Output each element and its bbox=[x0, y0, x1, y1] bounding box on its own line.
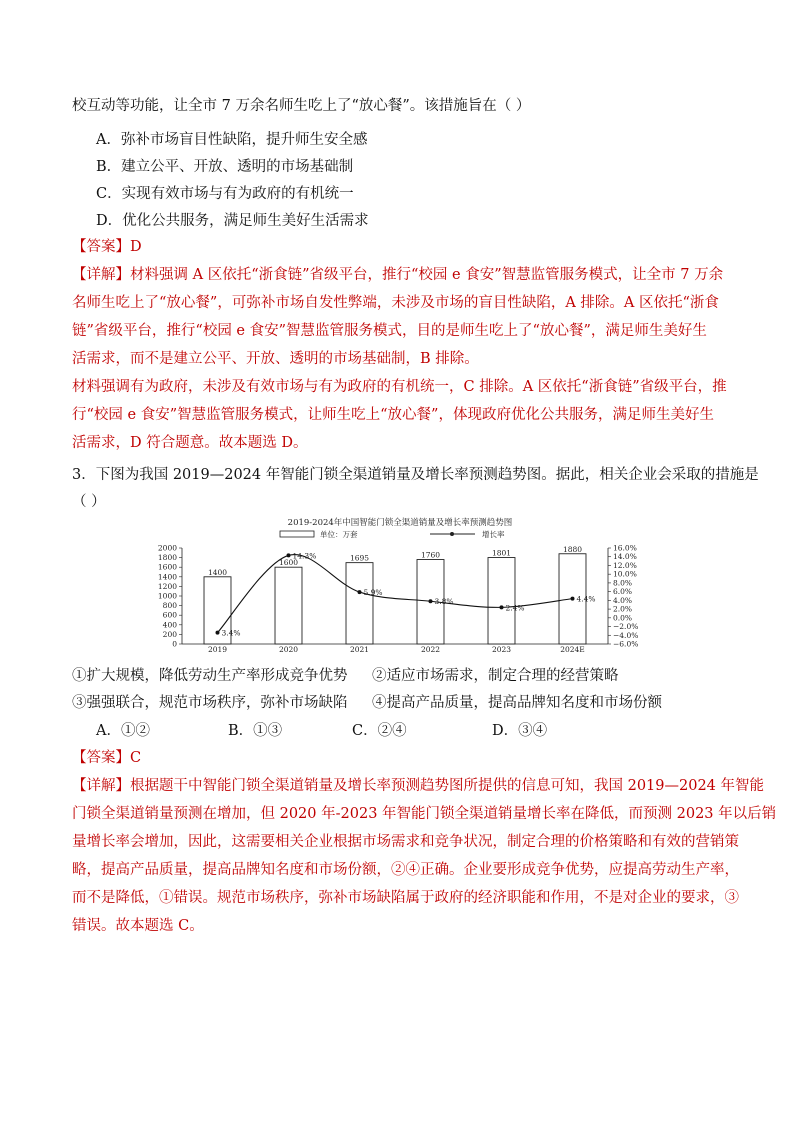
explanation-line: 量增长率会增加，因此，这需要相关企业根据市场需求和竞争状况，制定合理的价格策略和有效的营销策 bbox=[72, 834, 739, 850]
right-tick-label: −6.0% bbox=[613, 639, 639, 649]
answer-label: 【答案】D bbox=[72, 239, 142, 255]
left-tick-label: 1800 bbox=[157, 553, 177, 563]
left-tick-label: 1600 bbox=[157, 562, 177, 572]
explanation-line: 行“校园 e 食安”智慧监管服务模式，让师生吃上“放心餐”，体现政府优化公共服务，满足师生美好生 bbox=[72, 407, 714, 423]
bar-label: 1400 bbox=[207, 567, 228, 577]
choice-b: B．①③ bbox=[228, 723, 283, 739]
bar-label: 1695 bbox=[349, 553, 370, 563]
statement-3: ③强强联合，规范市场秩序，弥补市场缺陷 bbox=[72, 695, 348, 711]
explanation-line: 活需求，D 符合题意。故本题选 D。 bbox=[72, 435, 308, 451]
bar-label: 1600 bbox=[278, 558, 299, 568]
left-tick-label: 200 bbox=[162, 629, 177, 639]
bar bbox=[275, 567, 302, 644]
right-tick-label: 2.0% bbox=[613, 604, 633, 614]
explanation-line: 活需求，而不是建立公平、开放、透明的市场基础制，B 排除。 bbox=[72, 351, 479, 367]
legend-line-label: 增长率 bbox=[482, 530, 505, 539]
option-d: D．优化公共服务，满足师生美好生活需求 bbox=[96, 213, 369, 229]
right-tick-label: 6.0% bbox=[613, 587, 633, 597]
right-tick-label: 16.0% bbox=[613, 543, 637, 553]
statement-4: ④提高产品质量，提高品牌知名度和市场份额 bbox=[372, 695, 662, 711]
growth-point bbox=[571, 597, 575, 601]
explanation-line: 链”省级平台，推行“校园 e 食安”智慧监管服务模式，目的是师生吃上了“放心餐”，满足师生美好生 bbox=[72, 323, 707, 339]
explanation-line: 门锁全渠道销量预测在增加，但 2020 年-2023 年智能门锁全渠道销量增长率在降低，而预测 2023 年以后销 bbox=[72, 806, 777, 822]
left-tick-label: 1400 bbox=[157, 572, 177, 582]
explanation-line: 名师生吃上了“放心餐”，可弥补市场自发性弊端，未涉及市场的盲目性缺陷，A 排除。A 区依托“浙食 bbox=[72, 295, 719, 311]
growth-label: 3.8% bbox=[434, 597, 454, 607]
growth-point bbox=[358, 590, 362, 594]
explanation-line: 【详解】材料强调 A 区依托“浙食链”省级平台，推行“校园 e 食安”智慧监管服务模式，让全市 7 万余 bbox=[72, 267, 724, 283]
growth-point bbox=[216, 631, 220, 635]
legend-bar-swatch bbox=[280, 531, 314, 537]
answer-label: 【答案】C bbox=[72, 750, 142, 766]
choice-c: C．②④ bbox=[352, 723, 407, 739]
left-tick-label: 1200 bbox=[157, 581, 177, 591]
x-tick-label: 2024E bbox=[560, 645, 585, 654]
bar-label: 1760 bbox=[420, 550, 441, 560]
left-tick-label: 400 bbox=[162, 620, 177, 630]
explanation-line: 材料强调有为政府，未涉及有效市场与有为政府的有机统一，C 排除。A 区依托“浙食链”省级平台，推 bbox=[72, 379, 727, 395]
left-tick-label: 800 bbox=[162, 601, 177, 611]
right-tick-label: 4.0% bbox=[613, 595, 633, 605]
bar-label: 1880 bbox=[562, 544, 583, 554]
growth-label: 5.9% bbox=[363, 588, 383, 598]
statement-1: ①扩大规模，降低劳动生产率形成竞争优势 bbox=[72, 668, 348, 684]
legend-line-marker bbox=[450, 532, 454, 536]
growth-point bbox=[429, 599, 433, 603]
x-tick-label: 2019 bbox=[207, 645, 228, 654]
option-a: A．弥补市场盲目性缺陷，提升师生安全感 bbox=[96, 132, 368, 148]
chart-svg bbox=[130, 516, 670, 654]
left-tick-label: 1000 bbox=[157, 591, 177, 601]
right-tick-label: −2.0% bbox=[613, 622, 639, 632]
statement-2: ②适应市场需求，制定合理的经营策略 bbox=[372, 668, 619, 684]
option-b: B．建立公平、开放、透明的市场基础制 bbox=[96, 159, 354, 175]
x-tick-label: 2023 bbox=[491, 645, 512, 654]
x-tick-label: 2020 bbox=[278, 645, 299, 654]
right-tick-label: 8.0% bbox=[613, 578, 633, 588]
growth-label: 3.4% bbox=[221, 628, 241, 638]
right-tick-label: 12.0% bbox=[613, 560, 637, 570]
right-tick-label: −4.0% bbox=[613, 630, 639, 640]
sales-growth-chart bbox=[130, 516, 670, 654]
growth-point bbox=[500, 605, 504, 609]
x-tick-label: 2022 bbox=[420, 645, 441, 654]
growth-point bbox=[287, 553, 291, 557]
left-tick-label: 0 bbox=[172, 639, 177, 649]
question-stem: 3．下图为我国 2019—2024 年智能门锁全渠道销量及增长率预测趋势图。据此，相关企业会采取的措施是 bbox=[72, 467, 759, 483]
chart-title: 2019-2024年中国智能门锁全渠道销量及增长率预测趋势图 bbox=[287, 518, 513, 528]
left-tick-label: 600 bbox=[162, 610, 177, 620]
explanation-line: 错误。故本题选 C。 bbox=[72, 918, 204, 934]
x-tick-label: 2021 bbox=[349, 645, 370, 654]
question-stem: （ ） bbox=[72, 494, 106, 510]
bar-label: 1801 bbox=[491, 548, 512, 558]
choice-a: A．①② bbox=[96, 723, 150, 739]
legend-bar-label: 单位：万套 bbox=[320, 530, 358, 539]
left-tick-label: 2000 bbox=[157, 543, 177, 553]
bar bbox=[488, 558, 515, 644]
option-c: C．实现有效市场与有为政府的有机统一 bbox=[96, 186, 354, 202]
growth-label: 2.4% bbox=[505, 603, 525, 613]
growth-label: 4.4% bbox=[576, 594, 596, 604]
growth-label: 14.3% bbox=[292, 551, 317, 561]
growth-line bbox=[218, 555, 573, 633]
explanation-line: 而不是降低，①错误。规范市场秩序，弥补市场缺陷属于政府的经济职能和作用，不是对企业的要求，③ bbox=[72, 890, 739, 906]
right-tick-label: 0.0% bbox=[613, 613, 633, 623]
plot-area bbox=[158, 544, 638, 655]
right-tick-label: 14.0% bbox=[613, 552, 637, 562]
bar bbox=[346, 563, 373, 644]
explanation-line: 略，提高产品质量，提高品牌知名度和市场份额，②④正确。企业要形成竞争优势，应提高劳动生产率， bbox=[72, 862, 739, 878]
explanation-line: 【详解】根据题干中智能门锁全渠道销量及增长率预测趋势图所提供的信息可知，我国 2019—2024 年智能 bbox=[72, 778, 765, 794]
question-stem: 校互动等功能，让全市 7 万余名师生吃上了“放心餐”。该措施旨在（ ） bbox=[72, 98, 531, 114]
chart-legend bbox=[280, 529, 505, 539]
choice-d: D．③④ bbox=[492, 723, 548, 739]
right-tick-label: 10.0% bbox=[613, 569, 637, 579]
